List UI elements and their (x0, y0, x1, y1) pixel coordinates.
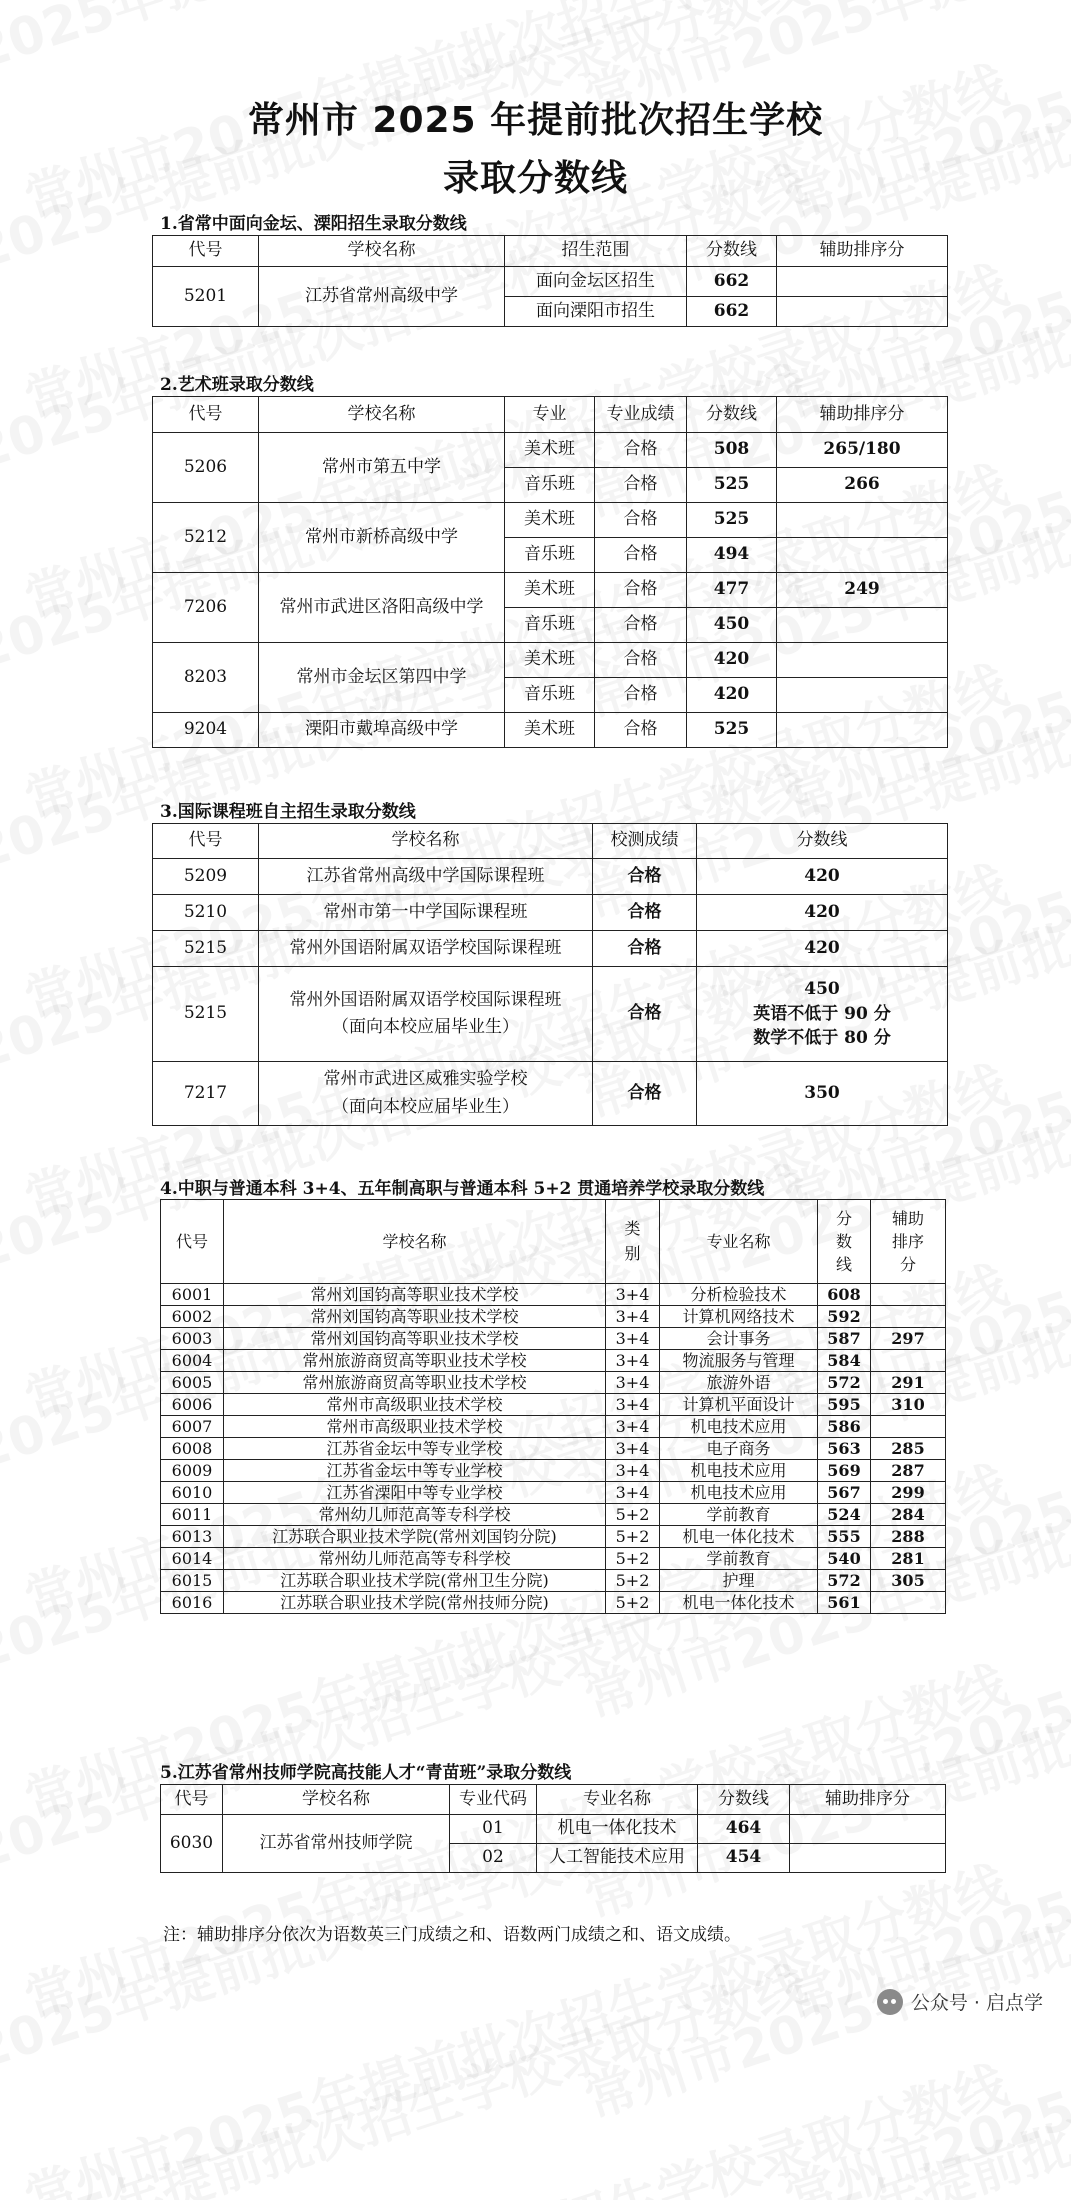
code-cell: 8203 (153, 643, 259, 713)
header-cell (818, 1200, 871, 1284)
score-cell: 662 (687, 267, 777, 297)
school-cell: 江苏省常州高级中学国际课程班 (259, 859, 593, 895)
major-cell: 分析检验技术 (660, 1284, 818, 1306)
aux-cell: 310 (871, 1394, 946, 1416)
grade-cell: 合格 (595, 608, 687, 643)
score-cell: 592 (818, 1306, 871, 1328)
header-cell: 专业成绩 (595, 397, 687, 433)
header-cell: 代号 (161, 1200, 224, 1284)
major-cell: 美术班 (505, 503, 595, 538)
code-cell: 6008 (161, 1438, 224, 1460)
major-cell: 机电一体化技术 (660, 1592, 818, 1614)
header-cell (606, 1200, 660, 1284)
aux-cell (790, 1844, 946, 1873)
aux-cell: 265/180 (777, 433, 948, 468)
school-cell: 江苏省常州技师学院 (223, 1815, 450, 1873)
code-cell: 7206 (153, 573, 259, 643)
section-2-heading: 2.艺术班录取分数线 (160, 375, 314, 395)
type-cell: 3+4 (606, 1372, 660, 1394)
score-cell: 420 (687, 678, 777, 713)
test-cell: 合格 (593, 931, 697, 967)
header-cell: 分数线 (687, 236, 777, 267)
table-2 (152, 396, 948, 748)
score-cell: 525 (687, 468, 777, 503)
code-cell: 6015 (161, 1570, 224, 1592)
header-line: 别 (624, 1243, 641, 1263)
table-row (153, 503, 948, 538)
type-cell: 3+4 (606, 1416, 660, 1438)
header-cell: 学校名称 (259, 236, 505, 267)
school-cell: 江苏省常州高级中学 (259, 267, 505, 327)
code-cell: 6006 (161, 1394, 224, 1416)
range-cell: 面向溧阳市招生 (505, 297, 687, 327)
code-cell: 6002 (161, 1306, 224, 1328)
table-row (153, 859, 948, 895)
score-cell: 584 (818, 1350, 871, 1372)
major-cell: 计算机平面设计 (660, 1394, 818, 1416)
school-line: （面向本校应届毕业生） (332, 1096, 519, 1117)
major-cell: 机电技术应用 (660, 1416, 818, 1438)
code-cell: 6016 (161, 1592, 224, 1614)
table-row (153, 967, 948, 1062)
major-cell: 音乐班 (505, 678, 595, 713)
type-cell: 3+4 (606, 1284, 660, 1306)
score-cell: 662 (687, 297, 777, 327)
header-cell: 学校名称 (223, 1785, 450, 1815)
table-row (161, 1548, 946, 1570)
table-row (161, 1416, 946, 1438)
grade-cell: 合格 (595, 433, 687, 468)
table-row (161, 1394, 946, 1416)
score-cell: 563 (818, 1438, 871, 1460)
table-row (161, 1570, 946, 1592)
major-cell: 人工智能技术应用 (537, 1844, 698, 1873)
major-cell: 旅游外语 (660, 1372, 818, 1394)
code-cell: 9204 (153, 713, 259, 748)
major-cell: 学前教育 (660, 1548, 818, 1570)
header-line: 数 (835, 1231, 852, 1251)
score-cell: 420 (687, 643, 777, 678)
aux-cell (871, 1416, 946, 1438)
aux-cell (871, 1284, 946, 1306)
table-row (153, 1062, 948, 1126)
major-cell: 美术班 (505, 433, 595, 468)
school-cell: 江苏联合职业技术学院(常州刘国钧分院) (224, 1526, 606, 1548)
code-cell: 6005 (161, 1372, 224, 1394)
score-cell: 450 (687, 608, 777, 643)
score-cell: 561 (818, 1592, 871, 1614)
score-cell: 420 (697, 895, 948, 931)
aux-cell: 287 (871, 1460, 946, 1482)
type-cell: 3+4 (606, 1328, 660, 1350)
header-cell: 专业 (505, 397, 595, 433)
type-cell: 3+4 (606, 1482, 660, 1504)
grade-cell: 合格 (595, 678, 687, 713)
table-row (161, 1815, 946, 1844)
school-cell: 常州幼儿师范高等专科学校 (224, 1504, 606, 1526)
aux-cell (777, 297, 948, 327)
aux-cell (777, 713, 948, 748)
score-cell: 420 (697, 859, 948, 895)
score-cell: 464 (698, 1815, 790, 1844)
school-cell: 江苏联合职业技术学院(常州卫生分院) (224, 1570, 606, 1592)
school-cell: 常州外国语附属双语学校国际课程班 (259, 931, 593, 967)
score-line: 英语不低于 90 分 (753, 1003, 891, 1024)
major-cell: 美术班 (505, 713, 595, 748)
aux-cell: 299 (871, 1482, 946, 1504)
school-cell: 常州市第一中学国际课程班 (259, 895, 593, 931)
header-cell: 专业名称 (660, 1200, 818, 1284)
header-cell: 辅助排序分 (777, 236, 948, 267)
table-row (153, 931, 948, 967)
type-cell: 3+4 (606, 1460, 660, 1482)
aux-cell: 249 (777, 573, 948, 608)
table-1 (152, 235, 948, 327)
header-cell: 校测成绩 (593, 824, 697, 859)
score-cell: 540 (818, 1548, 871, 1570)
major-code-cell: 01 (450, 1815, 537, 1844)
type-cell: 5+2 (606, 1548, 660, 1570)
score-cell: 586 (818, 1416, 871, 1438)
grade-cell: 合格 (595, 713, 687, 748)
score-cell: 608 (818, 1284, 871, 1306)
score-line: 数学不低于 80 分 (753, 1028, 891, 1049)
aux-cell: 288 (871, 1526, 946, 1548)
test-cell: 合格 (593, 1062, 697, 1126)
grade-cell: 合格 (595, 468, 687, 503)
major-code-cell: 02 (450, 1844, 537, 1873)
aux-cell: 284 (871, 1504, 946, 1526)
watermark-text (574, 1943, 1071, 2200)
school-line: （面向本校应届毕业生） (332, 1017, 519, 1037)
header-cell: 招生范围 (505, 236, 687, 267)
table-row (153, 713, 948, 748)
table-row (161, 1526, 946, 1548)
school-cell (259, 1062, 593, 1126)
header-cell: 学校名称 (259, 824, 593, 859)
code-cell: 5212 (153, 503, 259, 573)
aux-cell: 266 (777, 468, 948, 503)
code-cell: 6007 (161, 1416, 224, 1438)
code-cell: 6009 (161, 1460, 224, 1482)
major-cell: 机电一体化技术 (660, 1526, 818, 1548)
major-cell: 物流服务与管理 (660, 1350, 818, 1372)
table-row (153, 573, 948, 608)
aux-cell (777, 538, 948, 573)
aux-cell (777, 678, 948, 713)
header-cell: 分数线 (697, 824, 948, 859)
type-cell: 5+2 (606, 1526, 660, 1548)
major-cell: 音乐班 (505, 608, 595, 643)
code-cell: 6004 (161, 1350, 224, 1372)
school-cell: 常州旅游商贸高等职业技术学校 (224, 1372, 606, 1394)
score-cell: 350 (697, 1062, 948, 1126)
table-4 (160, 1199, 946, 1614)
header-cell: 专业代码 (450, 1785, 537, 1815)
major-cell: 机电技术应用 (660, 1482, 818, 1504)
score-cell: 569 (818, 1460, 871, 1482)
grade-cell: 合格 (595, 503, 687, 538)
type-cell: 3+4 (606, 1438, 660, 1460)
code-cell: 5206 (153, 433, 259, 503)
score-cell: 567 (818, 1482, 871, 1504)
table-row (161, 1350, 946, 1372)
aux-cell (871, 1592, 946, 1614)
table-row (161, 1306, 946, 1328)
table-row (161, 1592, 946, 1614)
score-cell: 555 (818, 1526, 871, 1548)
test-cell: 合格 (593, 967, 697, 1062)
watermark-text (14, 2043, 1016, 2200)
code-cell: 5209 (153, 859, 259, 895)
major-cell: 音乐班 (505, 468, 595, 503)
aux-cell: 305 (871, 1570, 946, 1592)
header-cell: 代号 (153, 824, 259, 859)
test-cell: 合格 (593, 859, 697, 895)
aux-cell (777, 608, 948, 643)
score-cell: 525 (687, 503, 777, 538)
type-cell: 3+4 (606, 1350, 660, 1372)
page-title-line1: 常州市 2025 年提前批次招生学校 (247, 100, 824, 141)
score-cell: 494 (687, 538, 777, 573)
type-cell: 3+4 (606, 1306, 660, 1328)
header-line: 排序 (891, 1231, 924, 1251)
aux-cell (871, 1306, 946, 1328)
score-cell: 508 (687, 433, 777, 468)
header-line: 分 (899, 1255, 916, 1275)
major-cell: 护理 (660, 1570, 818, 1592)
header-line: 类 (624, 1218, 641, 1238)
table-row (161, 1460, 946, 1482)
school-line: 常州市武进区威雅实验学校 (323, 1069, 528, 1090)
test-cell: 合格 (593, 895, 697, 931)
watermark-text (774, 2043, 1071, 2200)
code-cell: 6011 (161, 1504, 224, 1526)
grade-cell: 合格 (595, 573, 687, 608)
major-cell: 美术班 (505, 573, 595, 608)
code-cell: 6003 (161, 1328, 224, 1350)
score-line: 450 (804, 979, 840, 1000)
header-cell: 代号 (161, 1785, 223, 1815)
grade-cell: 合格 (595, 538, 687, 573)
aux-cell (871, 1350, 946, 1372)
school-cell: 江苏省溧阳中等专业学校 (224, 1482, 606, 1504)
section-1-heading: 1.省常中面向金坛、溧阳招生录取分数线 (160, 214, 467, 234)
code-cell: 5215 (153, 931, 259, 967)
code-cell: 7217 (153, 1062, 259, 1126)
major-cell: 电子商务 (660, 1438, 818, 1460)
major-cell: 美术班 (505, 643, 595, 678)
school-cell: 江苏联合职业技术学院(常州技师分院) (224, 1592, 606, 1614)
code-cell: 6001 (161, 1284, 224, 1306)
major-cell: 学前教育 (660, 1504, 818, 1526)
header-cell: 代号 (153, 397, 259, 433)
school-cell: 常州市第五中学 (259, 433, 505, 503)
school-cell: 常州市高级职业技术学校 (224, 1416, 606, 1438)
table-row (161, 1328, 946, 1350)
header-cell: 辅助排序分 (790, 1785, 946, 1815)
school-cell: 常州市武进区洛阳高级中学 (259, 573, 505, 643)
table-row (153, 433, 948, 468)
major-cell: 机电技术应用 (660, 1460, 818, 1482)
aux-cell: 291 (871, 1372, 946, 1394)
table-row (161, 1482, 946, 1504)
score-cell: 477 (687, 573, 777, 608)
range-cell: 面向金坛区招生 (505, 267, 687, 297)
score-cell: 572 (818, 1570, 871, 1592)
table-row (161, 1438, 946, 1460)
school-cell: 常州市高级职业技术学校 (224, 1394, 606, 1416)
table-row (153, 643, 948, 678)
section-3-heading: 3.国际课程班自主招生录取分数线 (160, 802, 416, 822)
page-title-line2: 录取分数线 (442, 158, 628, 199)
major-cell: 计算机网络技术 (660, 1306, 818, 1328)
aux-cell (777, 643, 948, 678)
table-row (153, 895, 948, 931)
watermark-text (14, 1843, 1016, 2200)
school-cell: 常州刘国钧高等职业技术学校 (224, 1328, 606, 1350)
code-cell: 6010 (161, 1482, 224, 1504)
school-cell: 江苏省金坛中等专业学校 (224, 1438, 606, 1460)
type-cell: 3+4 (606, 1394, 660, 1416)
header-cell: 代号 (153, 236, 259, 267)
wechat-account-footer[interactable] (877, 1988, 1043, 2015)
table-row (161, 1504, 946, 1526)
aux-cell (777, 267, 948, 297)
watermark-text (0, 1943, 815, 2200)
wechat-icon (877, 1989, 903, 2015)
school-cell: 溧阳市戴埠高级中学 (259, 713, 505, 748)
score-cell: 587 (818, 1328, 871, 1350)
code-cell: 5201 (153, 267, 259, 327)
header-line: 辅助 (891, 1208, 924, 1228)
school-cell: 常州旅游商贸高等职业技术学校 (224, 1350, 606, 1372)
header-cell: 专业名称 (537, 1785, 698, 1815)
aux-cell (790, 1815, 946, 1844)
type-cell: 5+2 (606, 1592, 660, 1614)
score-cell: 525 (687, 713, 777, 748)
table-3 (152, 823, 948, 1126)
aux-cell (777, 503, 948, 538)
code-cell: 6013 (161, 1526, 224, 1548)
major-cell: 音乐班 (505, 538, 595, 573)
table-row (153, 267, 948, 297)
school-line: 常州外国语附属双语学校国际课程班 (289, 989, 562, 1010)
watermark-text (774, 1843, 1071, 2200)
aux-cell: 285 (871, 1438, 946, 1460)
major-cell: 会计事务 (660, 1328, 818, 1350)
header-cell: 学校名称 (224, 1200, 606, 1284)
school-cell: 常州幼儿师范高等专科学校 (224, 1548, 606, 1570)
header-cell: 分数线 (698, 1785, 790, 1815)
code-cell: 5215 (153, 967, 259, 1062)
header-cell: 分数线 (687, 397, 777, 433)
header-cell (871, 1200, 946, 1284)
score-cell: 572 (818, 1372, 871, 1394)
table-5 (160, 1784, 946, 1873)
school-cell: 常州刘国钧高等职业技术学校 (224, 1306, 606, 1328)
type-cell: 5+2 (606, 1570, 660, 1592)
school-cell: 常州市金坛区第四中学 (259, 643, 505, 713)
code-cell: 6014 (161, 1548, 224, 1570)
school-cell: 江苏省金坛中等专业学校 (224, 1460, 606, 1482)
score-cell: 420 (697, 931, 948, 967)
type-cell: 5+2 (606, 1504, 660, 1526)
school-cell: 常州刘国钧高等职业技术学校 (224, 1284, 606, 1306)
code-cell: 6030 (161, 1815, 223, 1873)
score-cell: 524 (818, 1504, 871, 1526)
school-cell: 常州市新桥高级中学 (259, 503, 505, 573)
header-line: 线 (835, 1255, 852, 1275)
code-cell: 5210 (153, 895, 259, 931)
aux-cell: 281 (871, 1548, 946, 1570)
score-cell (697, 967, 948, 1062)
grade-cell: 合格 (595, 643, 687, 678)
aux-cell: 297 (871, 1328, 946, 1350)
school-cell (259, 967, 593, 1062)
score-cell: 595 (818, 1394, 871, 1416)
section-4-heading: 4.中职与普通本科 3+4、五年制高职与普通本科 5+2 贯通培养学校录取分数线 (160, 1179, 765, 1199)
section-5-heading: 5.江苏省常州技师学院高技能人才“青苗班”录取分数线 (160, 1763, 572, 1783)
header-cell: 学校名称 (259, 397, 505, 433)
table-row (161, 1284, 946, 1306)
major-cell: 机电一体化技术 (537, 1815, 698, 1844)
header-cell: 辅助排序分 (777, 397, 948, 433)
header-line: 分 (835, 1208, 852, 1228)
table-row (161, 1372, 946, 1394)
score-cell: 454 (698, 1844, 790, 1873)
footnote: 注：辅助排序分依次为语数英三门成绩之和、语数两门成绩之和、语文成绩。 (163, 1925, 741, 1945)
account-name: 公众号 · 启点学 (910, 1992, 1043, 2014)
